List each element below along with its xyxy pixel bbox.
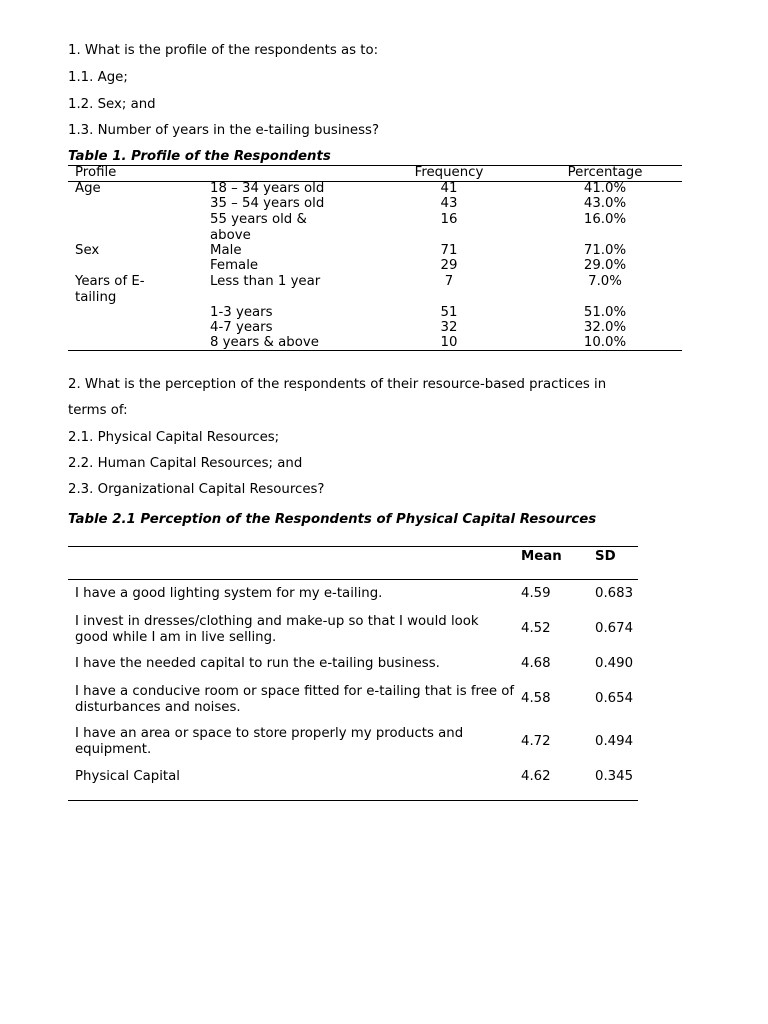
table1-frequency: 41 — [440, 181, 458, 196]
table2-mean: 4.59 — [521, 586, 551, 601]
table2-header-sd: SD — [595, 549, 616, 564]
table2-caption: Table 2.1 Perception of the Respondents of Physical Capital Resources — [68, 512, 597, 527]
table1-category: Less than 1 year — [210, 274, 321, 289]
table1-frequency: 32 — [440, 320, 458, 335]
table2-statement: I have an area or space to store properly my products and equipment. — [75, 726, 464, 757]
section2-question: 2. What is the perception of the respondents of their resource-based practices in — [68, 377, 607, 392]
table1-frequency: 10 — [440, 335, 458, 350]
table2-header-mean: Mean — [521, 549, 562, 564]
table2-header-rule — [68, 579, 638, 580]
table1-group: Sex — [75, 243, 100, 258]
section1-item: 1.1. Age; — [68, 70, 128, 85]
table1-header-profile: Profile — [75, 165, 117, 180]
table2-mean: 4.52 — [521, 621, 551, 636]
table1-percentage: 71.0% — [583, 243, 627, 258]
section2-item: 2.1. Physical Capital Resources; — [68, 430, 280, 445]
section2-item: 2.3. Organizational Capital Resources? — [68, 482, 325, 497]
table1-frequency: 29 — [440, 258, 458, 273]
table2-sd: 0.654 — [595, 691, 634, 706]
table2-statement: I have a good lighting system for my e-tailing. — [75, 586, 383, 601]
table1-frequency: 51 — [440, 305, 458, 320]
table1-group: Age — [75, 181, 101, 196]
table2-top-rule — [68, 546, 638, 547]
table1-header-frequency: Frequency — [414, 165, 484, 180]
table1-percentage: 7.0% — [588, 274, 622, 289]
table2-mean: 4.72 — [521, 734, 551, 749]
section1-question: 1. What is the profile of the respondents as to: — [68, 43, 379, 58]
table1-header-percentage: Percentage — [567, 165, 643, 180]
section1-item: 1.3. Number of years in the e-tailing business? — [68, 123, 380, 138]
table1-caption: Table 1. Profile of the Respondents — [68, 149, 331, 164]
table2-statement: I have the needed capital to run the e-tailing business. — [75, 656, 440, 671]
table1-percentage: 32.0% — [583, 320, 627, 335]
table1-percentage: 10.0% — [583, 335, 627, 350]
table1-category: 8 years & above — [210, 335, 319, 350]
table2-sd: 0.490 — [595, 656, 634, 671]
table1-category: 18 – 34 years old — [210, 181, 325, 196]
table2-mean: 4.68 — [521, 656, 551, 671]
table1-percentage: 29.0% — [583, 258, 627, 273]
table1-category: Female — [210, 258, 259, 273]
table1-category: Male — [210, 243, 242, 258]
table1-category: 35 – 54 years old — [210, 196, 325, 211]
section1-item: 1.2. Sex; and — [68, 97, 156, 112]
table1-bottom-rule — [68, 350, 682, 351]
table1-frequency: 16 — [440, 212, 458, 227]
table2-sd: 0.345 — [595, 769, 634, 784]
table2-statement: I invest in dresses/clothing and make-up so that I would look good while I am in live selling. — [75, 614, 479, 645]
table1-category: 1-3 years — [210, 305, 273, 320]
table2-sd: 0.494 — [595, 734, 634, 749]
table1-frequency: 71 — [440, 243, 458, 258]
table1-percentage: 43.0% — [583, 196, 627, 211]
table2-statement: I have a conducive room or space fitted for e-tailing that is free of disturbances and noises. — [75, 684, 515, 715]
table2-bottom-rule — [68, 800, 638, 801]
table1-frequency: 43 — [440, 196, 458, 211]
table2-mean: 4.58 — [521, 691, 551, 706]
table1-percentage: 41.0% — [583, 181, 627, 196]
table2-statement: Physical Capital — [75, 769, 180, 784]
table1-group: Years of E-tailing — [75, 274, 145, 305]
table1-frequency: 7 — [444, 274, 454, 289]
table1-percentage: 16.0% — [583, 212, 627, 227]
table2-sd: 0.683 — [595, 586, 634, 601]
section2-item: 2.2. Human Capital Resources; and — [68, 456, 303, 471]
section2-question-continued: terms of: — [68, 403, 128, 418]
table2-sd: 0.674 — [595, 621, 634, 636]
table1-percentage: 51.0% — [583, 305, 627, 320]
table1-category: 55 years old & above — [210, 212, 307, 243]
table1-category: 4-7 years — [210, 320, 273, 335]
table2-mean: 4.62 — [521, 769, 551, 784]
